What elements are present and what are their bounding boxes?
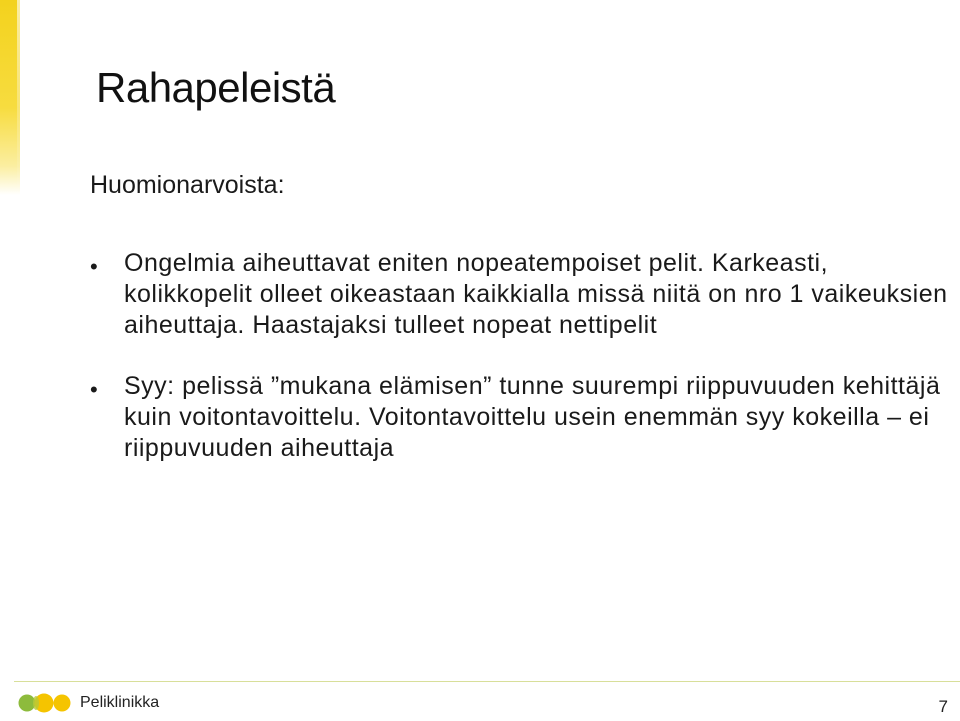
footer-brand: Peliklinikka	[80, 694, 160, 711]
page-number: 7	[938, 697, 948, 716]
bullet-item	[90, 371, 950, 464]
bullet-text: Syy: pelissä ”mukana elämisen” tunne suurempi riippuvuuden kehittäjä kuin voitontavoittelu. Voitontavoittelu usein enemmän syy kokeilla – ei riippuvuuden aiheuttaja	[124, 372, 941, 462]
peliklinikka-logo-icon	[18, 692, 74, 714]
bullet-item	[90, 248, 950, 341]
bullet-icon: •	[90, 377, 99, 402]
accent-bar	[0, 0, 20, 195]
slide-subheading: Huomionarvoista:	[90, 171, 285, 199]
bullet-icon: •	[90, 254, 99, 279]
bullet-list	[90, 248, 950, 464]
footer-divider	[14, 681, 960, 682]
bullet-text: Ongelmia aiheuttavat eniten nopeatempoiset pelit. Karkeasti, kolikkopelit olleet oikeastaan kaikkialla missä niitä on nro 1 vaikeuksien aiheuttaja. Haastajaksi tulleet nopeat nettipelit	[124, 249, 948, 339]
slide-title: Rahapeleistä	[96, 64, 336, 111]
